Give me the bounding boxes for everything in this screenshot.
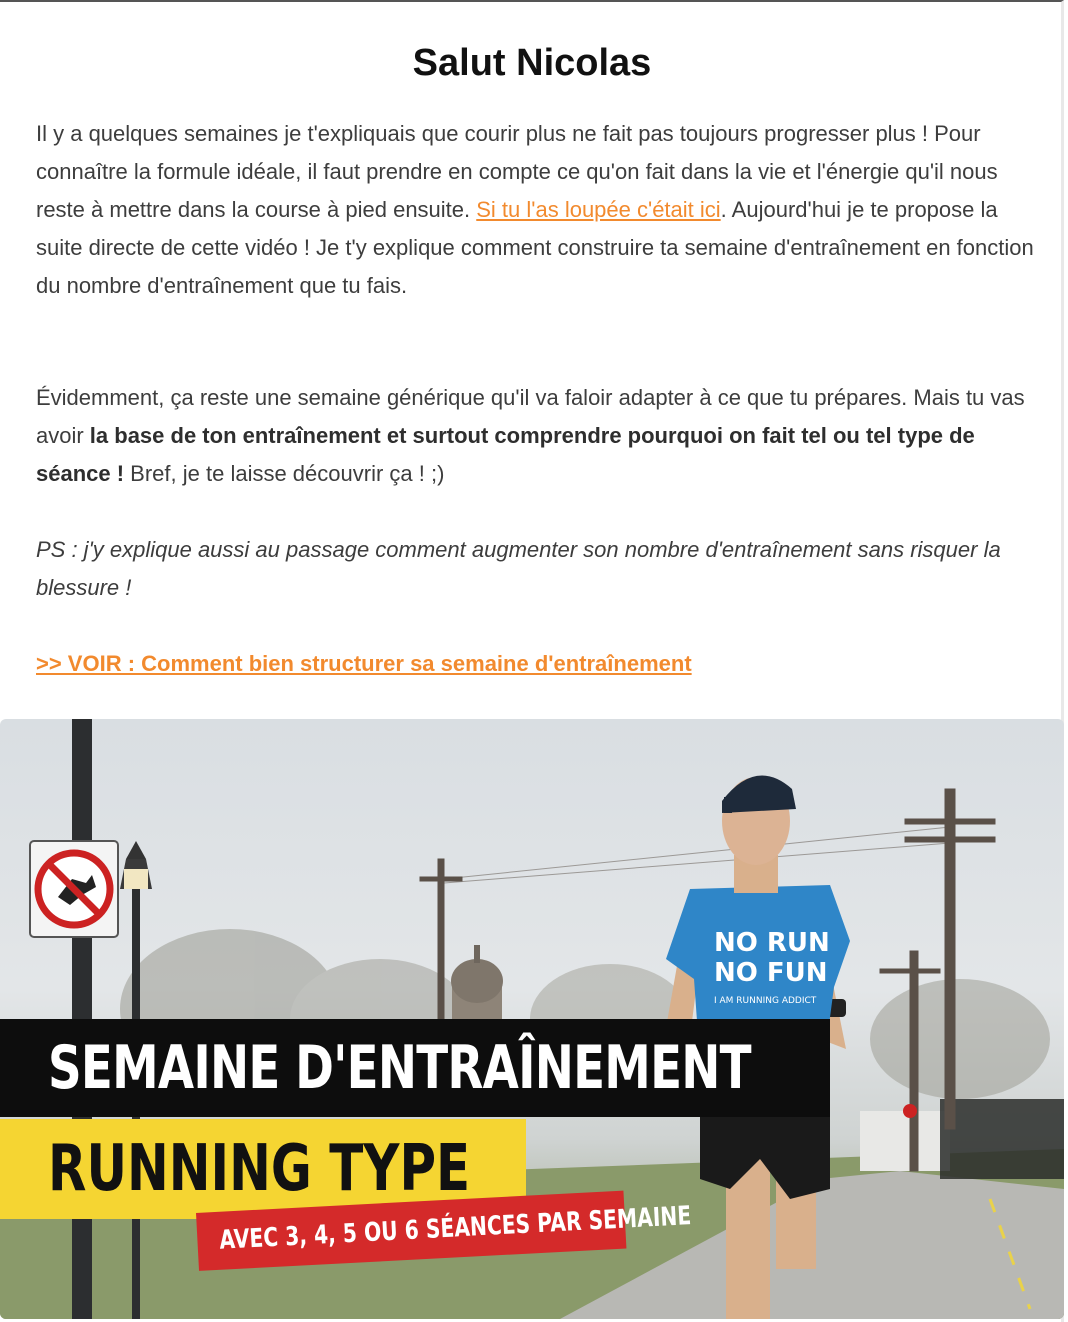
- banner-subtitle: RUNNING TYPE: [48, 1132, 471, 1206]
- shirt-text-line1: NO RUN: [714, 928, 830, 958]
- intro-text-start: Il y a quelques semaines je t'expliquais que courir plus ne fait pas toujours progresser plus ! Pour connaître la formule idéale, il faut prendre en compte ce qu'on fait dans la vie et l'énergie qu'il nous reste à mettre dans la course à pied ensuite.: [36, 121, 998, 222]
- explanation-paragraph: [36, 379, 1036, 493]
- explanation-text-end: Bref, je te laisse découvrir ça ! ;): [124, 461, 445, 486]
- tent-structure: [860, 1111, 950, 1171]
- shirt-text-line3: I AM RUNNING ADDICT: [714, 996, 817, 1006]
- video-thumbnail-banner[interactable]: [0, 719, 1064, 1319]
- stop-sign-icon: [903, 1104, 917, 1118]
- cta-paragraph: [36, 645, 1036, 683]
- sessions-tag-text: AVEC 3, 4, 5 OU 6 SÉANCES PAR SEMAINE: [218, 1201, 692, 1256]
- intro-text-end: . Aujourd'hui je te propose la suite directe de cette vidéo ! Je t'y explique comment construire ta semaine d'entraînement en fonction du nombre d'entraînement que tu fais.: [36, 197, 1034, 298]
- ps-paragraph: PS : j'y explique aussi au passage comment augmenter son nombre d'entraînement sans risquer la blessure !: [36, 537, 1001, 600]
- explanation-text-start: Évidemment, ça reste une semaine générique qu'il va faloir adapter à ce que tu prépares. Mais tu vas avoir: [36, 385, 1025, 448]
- banner-title: SEMAINE D'ENTRAÎNEMENT: [48, 1033, 751, 1103]
- greeting-heading: Salut Nicolas: [412, 42, 652, 84]
- shirt-text-line2: NO FUN: [714, 958, 828, 988]
- watch-video-link[interactable]: >> VOIR : Comment bien structurer sa semaine d'entraînement: [36, 651, 692, 676]
- explanation-bold-text: la base de ton entraînement et surtout comprendre pourquoi on fait tel ou tel type de séance !: [36, 423, 975, 486]
- no-dogs-sign-icon: [30, 841, 118, 937]
- intro-paragraph: [36, 115, 1036, 305]
- previous-video-link[interactable]: Si tu l'as loupée c'était ici: [476, 197, 721, 222]
- church-dome: [451, 945, 503, 1021]
